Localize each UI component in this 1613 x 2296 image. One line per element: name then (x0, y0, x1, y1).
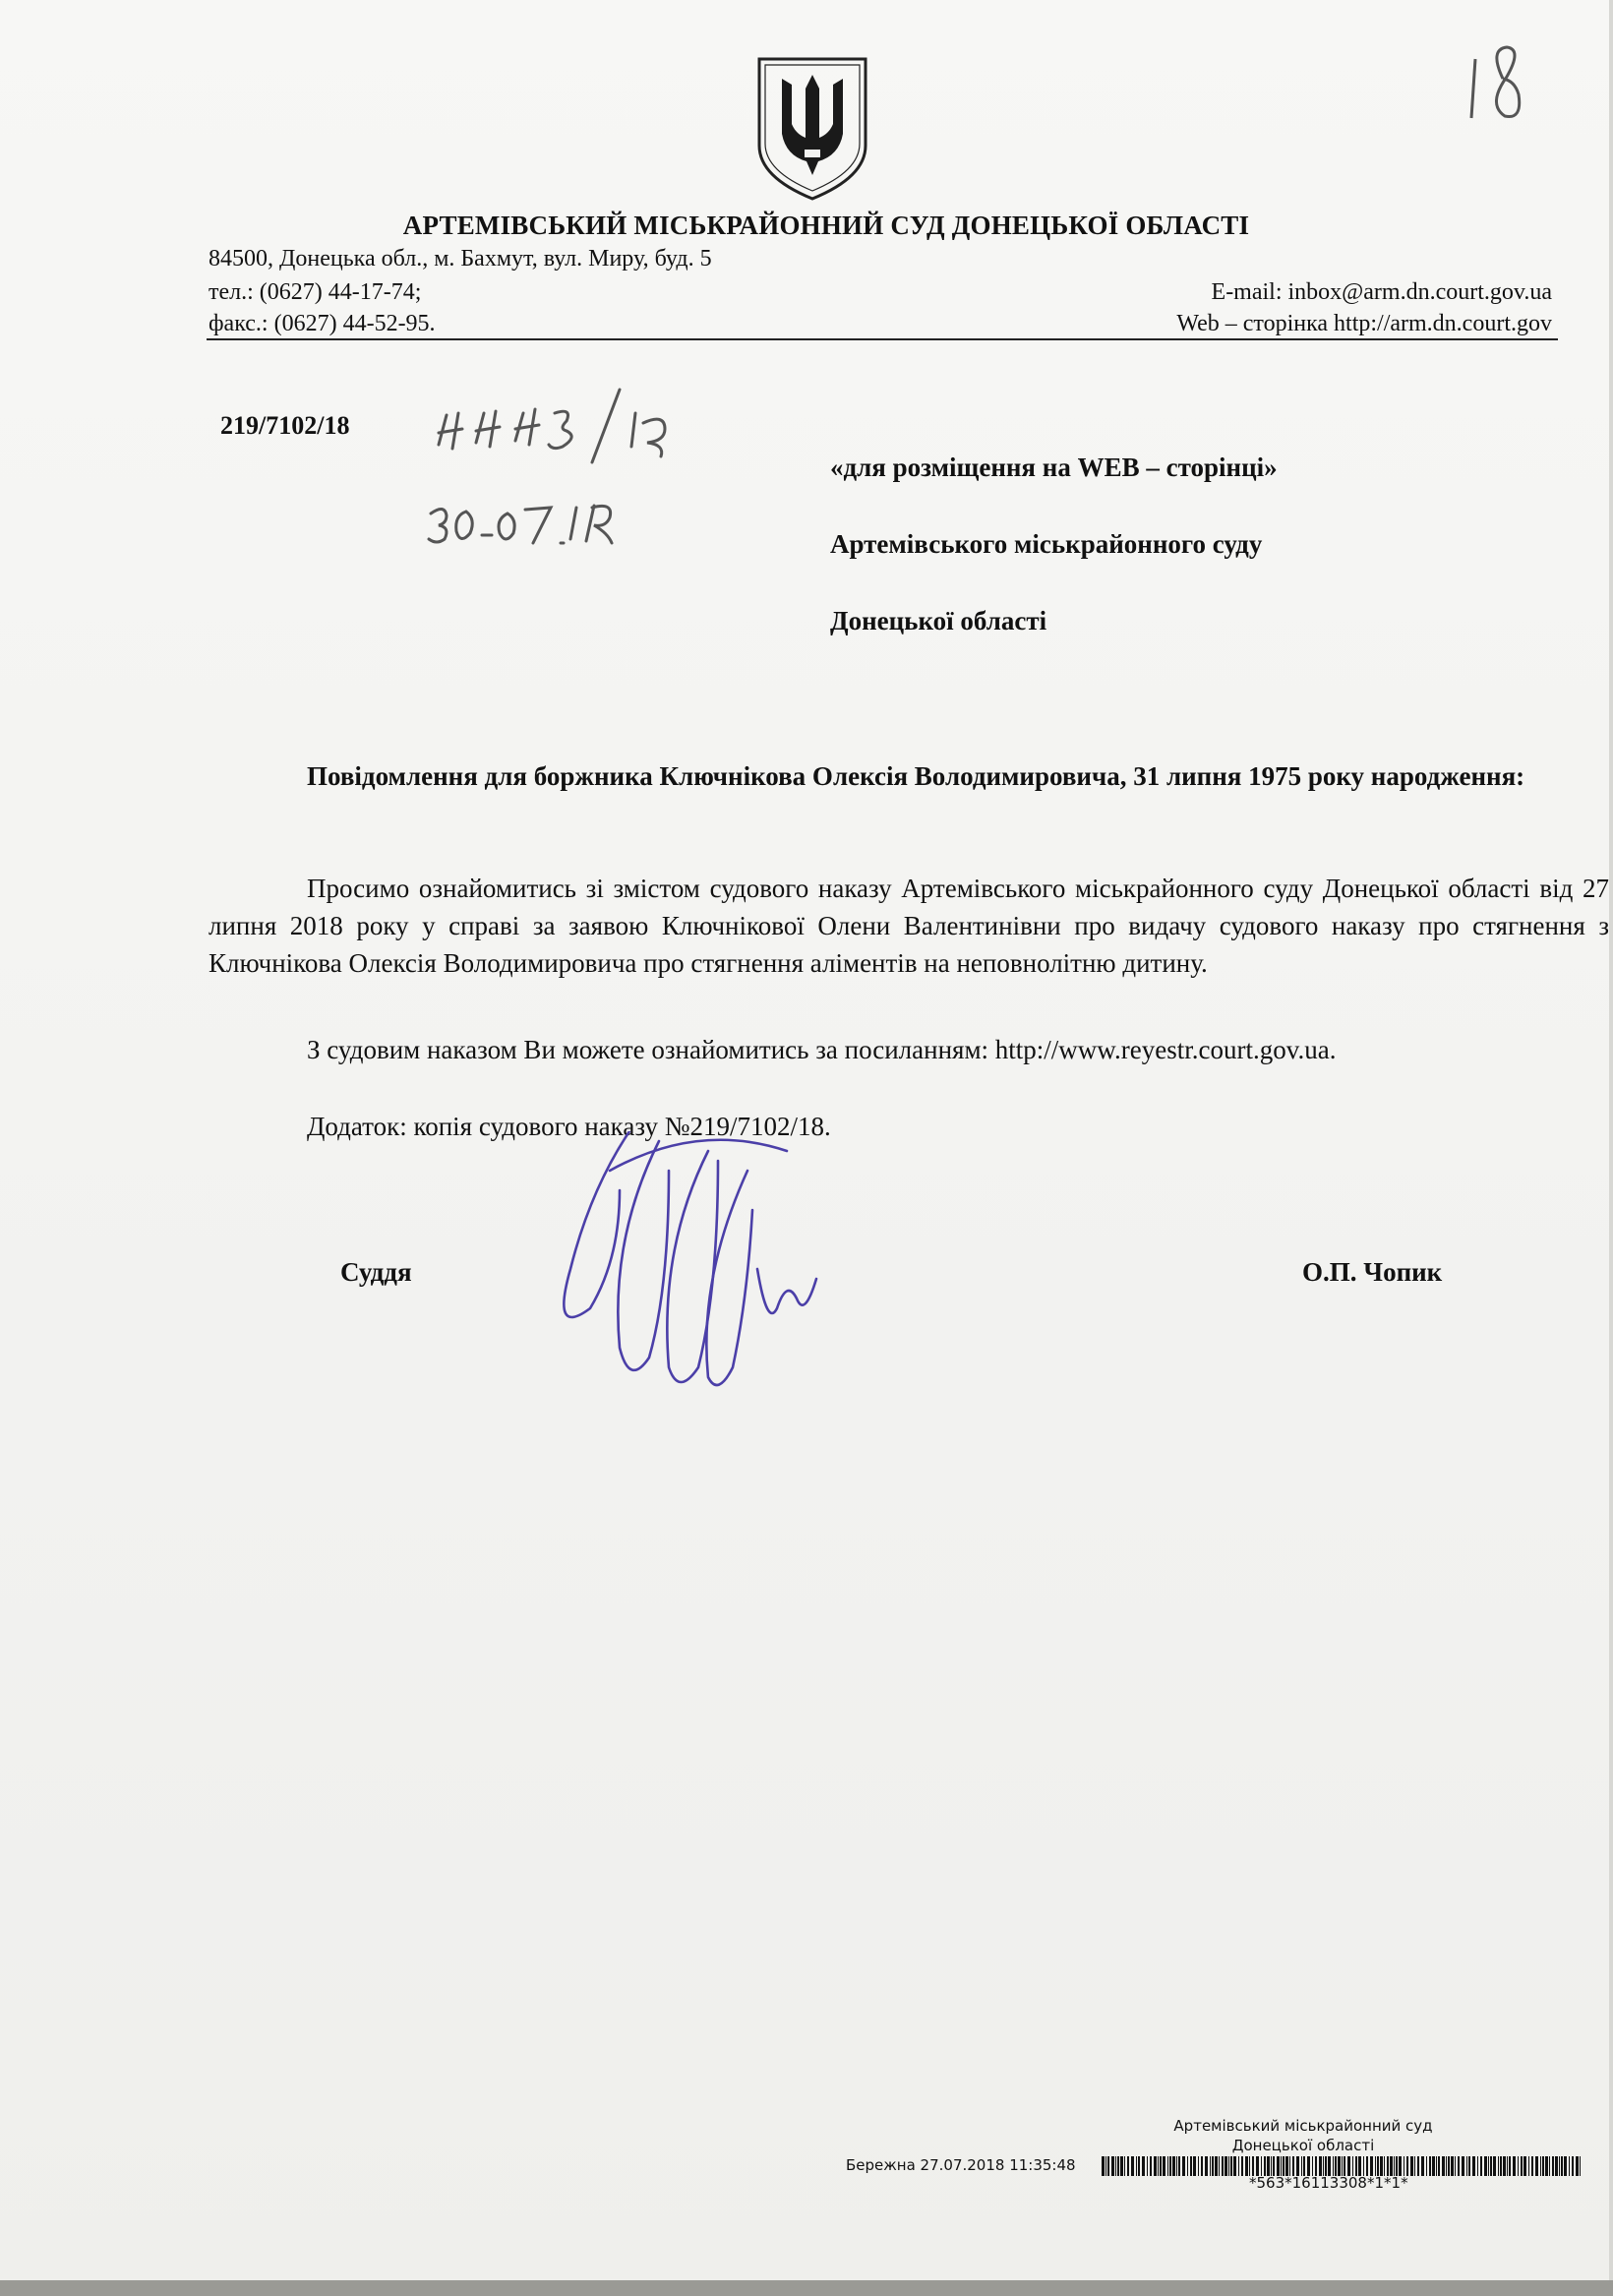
judge-signature (551, 1131, 875, 1407)
stamp-org-line-1: Артемівський міськрайонний суд (1173, 2117, 1433, 2135)
registry-link-line: З судовим наказом Ви можете ознайомитись за посиланням: http://www.reyestr.court.gov.ua. (307, 1035, 1337, 1064)
handwritten-incoming-date (423, 478, 629, 557)
scan-bottom-edge (0, 2280, 1613, 2296)
stamp-operator-datetime: Бережна 27.07.2018 11:35:48 (846, 2156, 1076, 2174)
addressee-line-2: Артемівського міськрайонного суду (830, 529, 1263, 559)
notice-paragraph: Просимо ознайомитись зі змістом судового наказу Артемівського міськрайонного суду Донецької області від 27 липня 2018 року у справі за заявою Ключнікової Олени Валентинівни про видачу судового наказу про стягнення з Ключнікова Олексія Володимировича про стягнення аліментів на неповнолітню дитину. (209, 874, 1609, 978)
court-address: 84500, Донецька обл., м. Бахмут, вул. Миру, буд. 5 (209, 246, 712, 272)
handwritten-incoming-number (433, 384, 688, 472)
addressee-line-3: Донецької області (830, 606, 1047, 635)
header-divider (207, 338, 1558, 340)
handwritten-page-number (1464, 39, 1532, 138)
court-email: E-mail: inbox@arm.dn.court.gov.ua (1211, 279, 1552, 305)
court-name: АРТЕМІВСЬКИЙ МІСЬКРАЙОННИЙ СУД ДОНЕЦЬКОЇ ОБЛАСТІ (402, 211, 1250, 240)
notice-heading: Повідомлення для боржника Ключнікова Олексія Володимировича, 31 липня 1975 року народження: (307, 761, 1525, 791)
scan-edge (1609, 0, 1613, 2296)
case-number: 219/7102/18 (220, 411, 350, 440)
court-website: Web – сторінка http://arm.dn.court.gov (1176, 311, 1552, 336)
barcode-number: *563*16113308*1*1* (1249, 2174, 1408, 2192)
attachment-line: Додаток: копія судового наказу №219/7102/18. (307, 1112, 831, 1141)
judge-name: О.П. Чопик (1302, 1257, 1443, 1287)
court-phone: тел.: (0627) 44-17-74; (209, 279, 422, 305)
coat-of-arms-icon (755, 55, 869, 203)
addressee-line-1: «для розміщення на WEB – сторінці» (830, 453, 1278, 482)
stamp-org-line-2: Донецької області (1231, 2137, 1375, 2154)
court-fax: факс.: (0627) 44-52-95. (209, 311, 436, 336)
judge-title: Суддя (340, 1257, 412, 1287)
barcode-icon (1102, 2156, 1583, 2176)
